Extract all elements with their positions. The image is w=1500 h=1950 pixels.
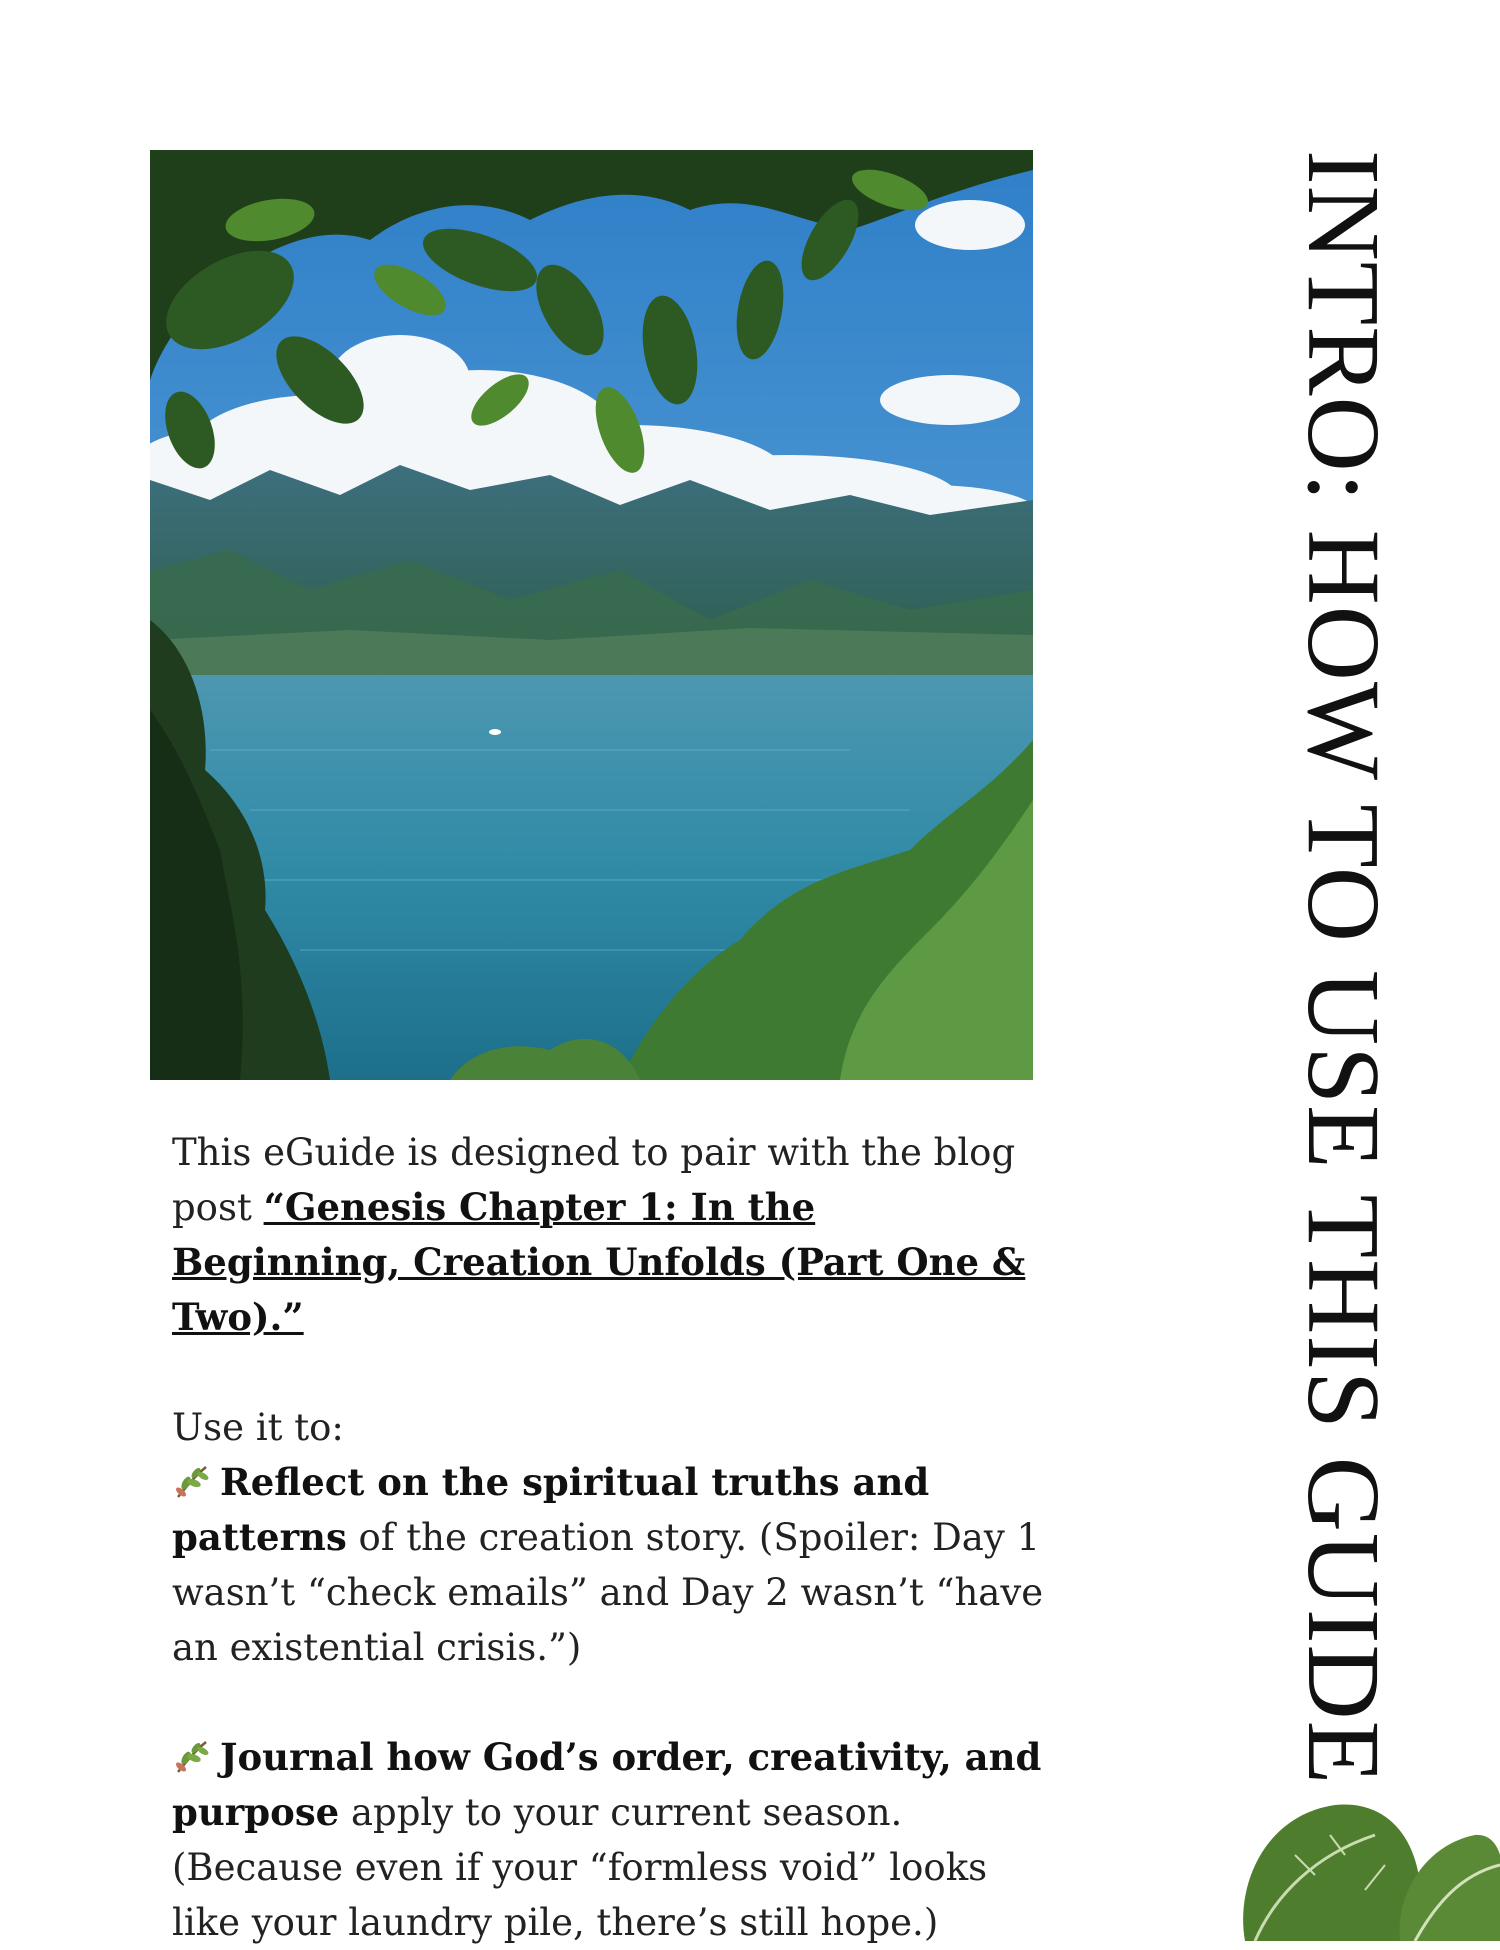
sprig-icon [172, 1738, 212, 1776]
page-title [1235, 150, 1420, 1790]
item-rest-text: apply to your current season. (Because even if your “formless void” looks like your laundry pile, there’s still hope.) [172, 1791, 988, 1944]
intro-text: This eGuide is designed to pair with the blog post [172, 1131, 1016, 1229]
item-rest-text: of the creation story. (Spoiler: Day 1 wasn’t “check emails” and Day 2 wasn’t “have an existential crisis.”) [172, 1516, 1044, 1669]
leaf-decoration [1235, 1795, 1500, 1941]
sprig-icon [172, 1463, 212, 1501]
item-bold-text: Reflect on the spiritual truths and patterns [172, 1460, 930, 1559]
list-item [172, 1455, 1052, 1675]
intro-paragraph [172, 1125, 1052, 1345]
lake-mountain-photo [150, 150, 1033, 1080]
list-item [172, 1730, 1052, 1950]
use-label: Use it to: [172, 1406, 344, 1449]
guide-body [172, 1125, 1052, 1950]
page-title-text: INTRO: HOW TO USE THIS GUIDE [1286, 150, 1401, 1786]
item-bold-text: Journal how God’s order, creativity, and purpose [172, 1735, 1042, 1834]
blog-post-link[interactable]: “Genesis Chapter 1: In the Beginning, Creation Unfolds (Part One & Two).” [172, 1185, 1026, 1339]
